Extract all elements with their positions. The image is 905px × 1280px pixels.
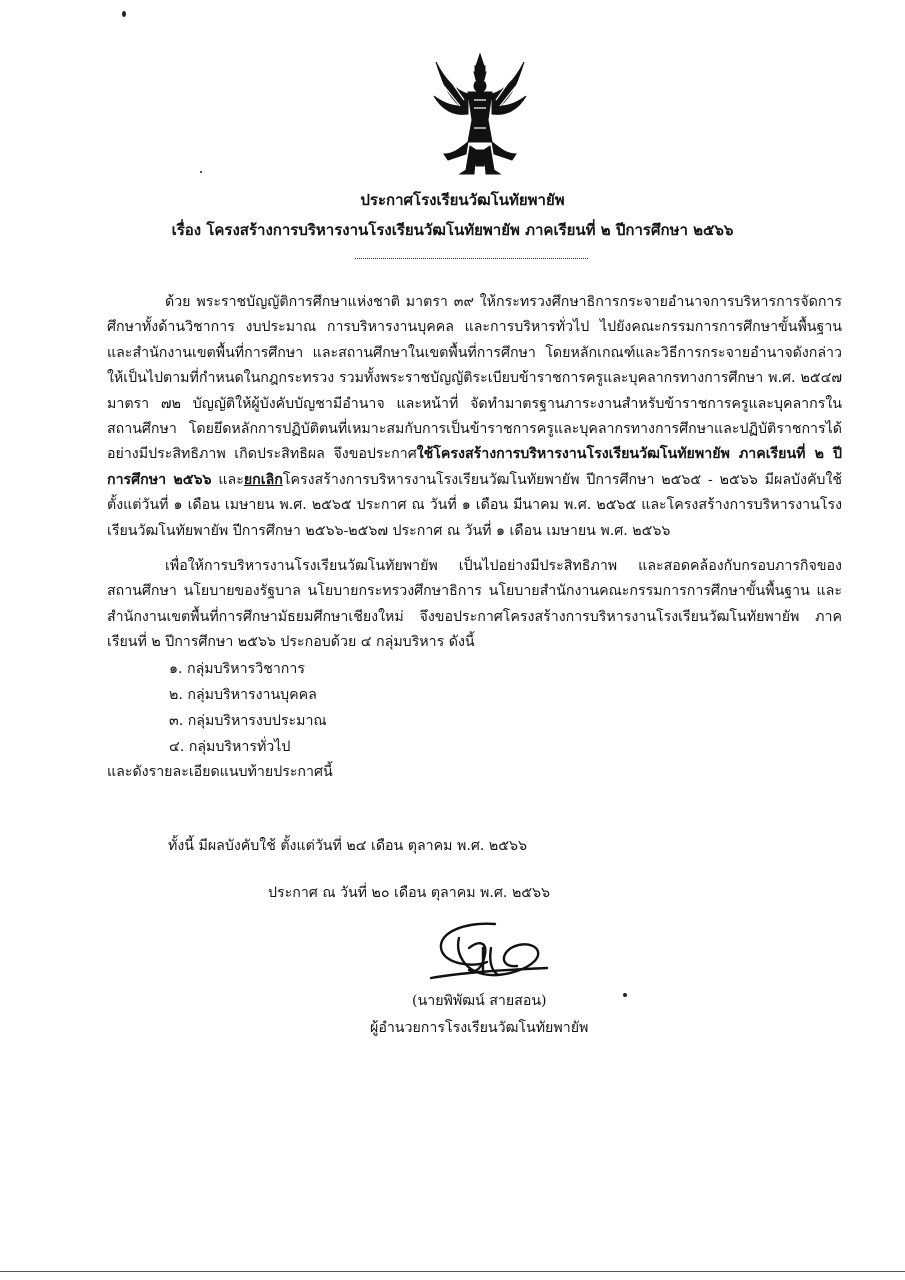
- scan-edge-line: [0, 1271, 905, 1272]
- paragraph-1-bold-apply: ใช้โครงสร้างการบริหารงานโรงเรียนวัฒโนทัยพายัพ ภาคเรียนที่ ๒ ปีการศึกษา ๒๕๖๖: [107, 446, 842, 488]
- paragraph-2: เพื่อให้การบริหารงานโรงเรียนวัฒโนทัยพายัพ เป็นไปอย่างมีประสิทธิภาพ และสอดคล้องกับกรอบภารกิจของสถานศึกษา นโยบายของรัฐบาล นโยบายกระทรวงศึกษาธิการ นโยบายสำนักงานคณะกรรมการการศึกษาขั้นพื้นฐาน และสำนักงานเขตพื้นที่การศึกษามัธยมศึกษาเชียงใหม่ จึงขอประกาศโครงสร้างการบริหารงานโรงเรียนวัฒโนทัยพายัพ ภาคเรียนที่ ๒ ปีการศึกษา ๒๕๖๖ ประกอบด้วย ๔ กลุ่มบริหาร ดังนี้: [107, 558, 842, 651]
- paragraph-1-text-a: ด้วย พระราชบัญญัติการศึกษาแห่งชาติ มาตรา ๓๙ ให้กระทรวงศึกษาธิการกระจายอำนาจการบริหารการจัดการศึกษาทั้งด้านวิชาการ งบประมาณ การบริหารงานบุคคล และการบริหารทั่วไป ไปยังคณะกรรมการการศึกษาขั้นพื้นฐาน และสำนักงานเขตพื้นที่การศึกษา และสถานศึกษาในเขตพื้นที่การศึกษา โดยหลักเกณฑ์และวิธีการกระจายอำนาจดังกล่าว ให้เป็นไปตามที่กำหนดในกฎกระทรวง รวมทั้งพระราชบัญญัติระเบียบข้าราชการครูและบุคลากรทางการศึกษา พ.ศ. ๒๕๔๗ มาตรา ๗๒ บัญญัติให้ผู้บังคับบัญชามีอำนาจ และหน้าที่ จัดทำมาตรฐานภาระงานสำหรับข้าราชการครูและบุคลากรในสถานศึกษา โดยยึดหลักการปฏิบัติตนที่เหมาะสมกับการเป็นข้าราชการครูและบุคลากรทางการศึกษาและปฏิบัติราชการได้อย่างมีประสิทธิภาพ เกิดประสิทธิผล จึงขอประกาศ: [107, 294, 842, 463]
- dotted-divider: [355, 258, 588, 259]
- paragraph-1-bold-cancel: ยกเลิก: [243, 471, 283, 488]
- admin-groups-list: [107, 656, 842, 760]
- signer-name: (นายพิพัฒน์ สายสอน): [412, 993, 547, 1009]
- signer-position: ผู้อำนวยการโรงเรียนวัฒโนทัยพายัพ: [370, 1020, 589, 1036]
- signature-icon: [425, 918, 555, 988]
- paragraph-1-text-b: และ: [211, 471, 244, 488]
- scan-speck: [623, 993, 627, 997]
- scan-speck: [122, 11, 126, 17]
- paragraph-1: [107, 290, 842, 544]
- list-item: ๒. กลุ่มบริหารงานบุคคล: [169, 686, 317, 703]
- effective-date: ทั้งนี้ มีผลบังคับใช้ ตั้งแต่วันที่ ๒๔ เดือน ตุลาคม พ.ศ. ๒๕๖๖: [168, 838, 527, 854]
- announcement-subject: เรื่อง โครงสร้างการบริหารงานโรงเรียนวัฒโนทัยพายัพ ภาคเรียนที่ ๒ ปีการศึกษา ๒๕๖๖: [171, 221, 734, 239]
- announcement-body: [107, 290, 842, 785]
- attachment-note: และดังรายละเอียดแนบท้ายประกาศนี้: [107, 763, 333, 780]
- announcement-header: [0, 185, 905, 245]
- announcement-date: ประกาศ ณ วันที่ ๒๐ เดือน ตุลาคม พ.ศ. ๒๕๖๖: [268, 885, 551, 901]
- scan-speck: [200, 171, 202, 173]
- announcement-title: ประกาศโรงเรียนวัฒโนทัยพายัพ: [360, 191, 565, 209]
- paragraph-1-text-c: โครงสร้างการบริหารงานโรงเรียนวัฒโนทัยพายัพ ปีการศึกษา ๒๕๖๕ - ๒๕๖๖ มีผลบังคับใช้ตั้งแต่วันที่ ๑ เดือน เมษายน พ.ศ. ๒๕๖๕ ประกาศ ณ วันที่ ๑ เดือน มีนาคม พ.ศ. ๒๕๖๕ และโครงสร้างการบริหารงานโรงเรียนวัฒโนทัยพายัพ ปีการศึกษา ๒๕๖๖-๒๕๖๗ ประกาศ ณ วันที่ ๑ เดือน เมษายน พ.ศ. ๒๕๖๖: [107, 471, 842, 539]
- list-item: ๑. กลุ่มบริหารวิชาการ: [169, 660, 305, 677]
- garuda-emblem-icon: [430, 50, 530, 180]
- list-item: ๓. กลุ่มบริหารงบประมาณ: [169, 712, 327, 729]
- list-item: ๔. กลุ่มบริหารทั่วไป: [169, 738, 291, 755]
